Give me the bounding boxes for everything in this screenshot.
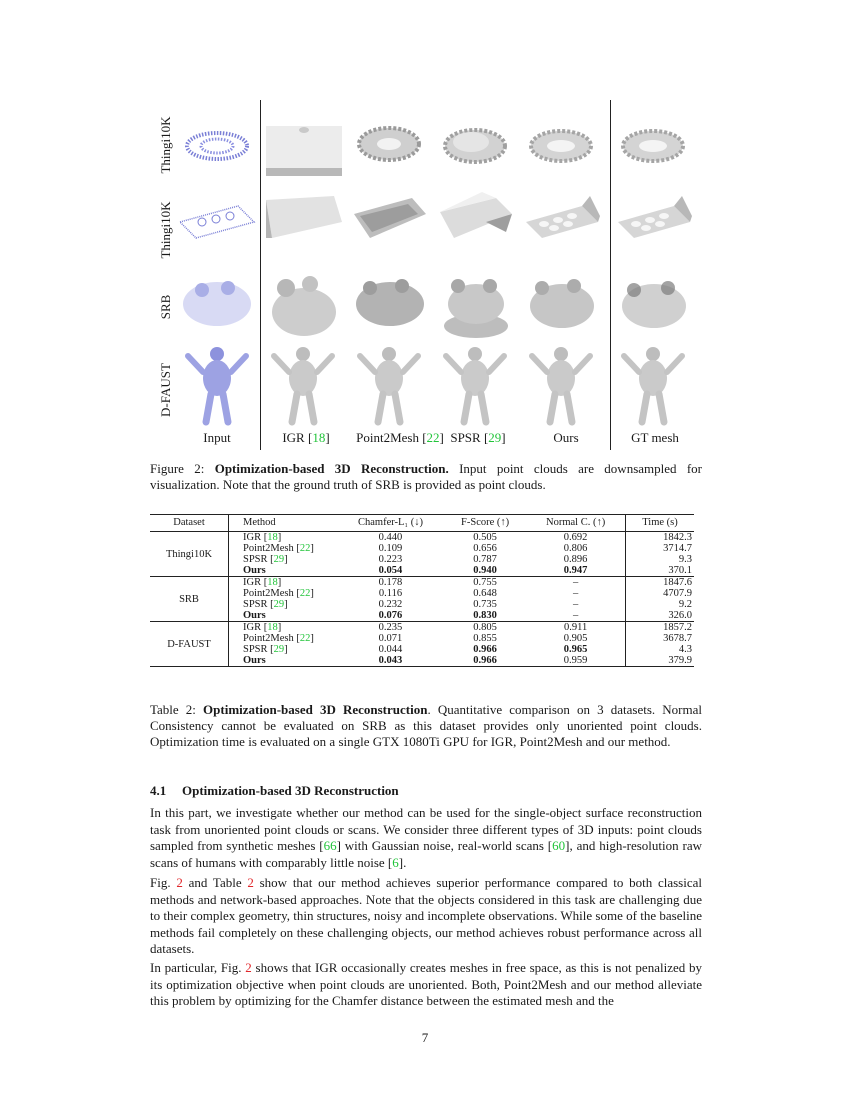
paragraph-3: In particular, Fig. 2 shows that IGR occasionally creates meshes in free space, as this is not penalized by its optimization objective when point clouds are unoriented. Both, Point2Mesh and our method alleviate this problem by optimizing for the Chamfer distance between the estimated mesh and the — [150, 960, 702, 1008]
cell-normal: 0.965 — [563, 644, 588, 655]
cell-time: 4707.9 — [626, 588, 695, 599]
table-row — [150, 577, 694, 589]
cell-time: 9.2 — [626, 599, 695, 610]
cell-fscore: 0.805 — [473, 622, 497, 633]
cell-time: 326.0 — [626, 610, 695, 622]
paragraph-2: Fig. 2 and Table 2 show that our method achieves superior performance compared to both classical methods and network-based approaches. Note that the objects considered in this task are challenging due to their complex geometry, thin structures, noisy and incomplete observations. While some of the baseline methods fail completely on these challenging objects, our method achieves robust performance across all datasets. — [150, 875, 702, 956]
table-row — [150, 599, 694, 610]
cell-fscore: 0.755 — [473, 577, 497, 588]
cell-time: 1847.6 — [626, 577, 695, 589]
cell-chamfer: 0.071 — [378, 633, 403, 644]
cell-time: 3714.7 — [626, 543, 695, 554]
cell-time: 1842.3 — [626, 532, 695, 544]
cell-chamfer: 0.223 — [378, 554, 403, 565]
col-label-point2mesh: Point2Mesh [22] — [356, 430, 444, 445]
render-tray-gt — [614, 192, 692, 278]
col-label-gt: GT mesh — [631, 430, 679, 445]
cell-dataset: SRB — [150, 577, 229, 622]
cell-normal: 0.806 — [563, 543, 588, 554]
cell-normal: 0.896 — [563, 554, 588, 565]
cell-method: Ours — [229, 655, 338, 667]
cell-chamfer: 0.109 — [378, 543, 403, 554]
col-label-input: Input — [203, 430, 231, 445]
cell-chamfer: 0.235 — [378, 622, 403, 633]
header-normal: Normal C. (↑) — [526, 515, 625, 532]
results-table — [150, 515, 694, 667]
row-label-thingi10k-2: Thingi10K — [158, 201, 173, 259]
table-row — [150, 554, 694, 565]
cell-chamfer: 0.043 — [337, 655, 444, 667]
cell-normal: 0.905 — [563, 633, 588, 644]
row-label-dfaust: D-FAUST — [158, 363, 173, 417]
cell-fscore: 0.940 — [444, 565, 526, 577]
cell-normal: – — [526, 610, 625, 622]
render-tray-point2mesh — [350, 192, 428, 278]
render-human-ours — [522, 342, 600, 428]
table-caption: Table 2: Optimization-based 3D Reconstruction. Quantitative comparison on 3 datasets. Normal Consistency cannot be evaluated on SRB as this dataset provides only unoriented point clouds. Optimization time is evaluated on a single GTX 1080Ti GPU for IGR, Point2Mesh and our method. — [150, 702, 702, 749]
table-row — [150, 622, 694, 634]
cell-fscore: 0.648 — [473, 588, 497, 599]
render-human-gt — [614, 342, 692, 428]
cell-fscore: 0.966 — [444, 655, 526, 667]
render-gear-point2mesh — [350, 108, 428, 194]
render-human-point2mesh — [350, 342, 428, 428]
cell-chamfer: 0.440 — [378, 532, 403, 543]
cell-time: 1857.2 — [626, 622, 695, 634]
cell-normal: 0.959 — [526, 655, 625, 667]
cell-fscore: 0.656 — [473, 543, 497, 554]
cell-normal: 0.692 — [563, 532, 588, 543]
cell-method: Point2Mesh [22] — [243, 588, 314, 599]
cell-chamfer: 0.076 — [337, 610, 444, 622]
cell-fscore: 0.787 — [473, 554, 497, 565]
table-row — [150, 532, 694, 544]
cell-method: IGR [18] — [243, 622, 282, 633]
cell-time: 370.1 — [626, 565, 695, 577]
header-fscore: F-Score (↑) — [444, 515, 526, 532]
render-human-igr — [264, 342, 342, 428]
header-dataset: Dataset — [150, 515, 229, 532]
table-row — [150, 610, 694, 622]
table-row — [150, 543, 694, 554]
cell-method: IGR [18] — [243, 577, 282, 588]
cell-dataset: Thingi10K — [150, 532, 229, 577]
header-time: Time (s) — [626, 515, 695, 532]
render-gear-ours — [522, 108, 600, 194]
cell-chamfer: 0.044 — [378, 644, 403, 655]
cell-method: SPSR [29] — [243, 554, 288, 565]
render-human-input — [178, 342, 256, 428]
render-tray-ours — [522, 192, 600, 278]
header-method: Method — [229, 515, 338, 532]
cell-dataset: D-FAUST — [150, 622, 229, 667]
col-label-spsr: SPSR [29] — [450, 430, 506, 445]
cell-chamfer: 0.054 — [337, 565, 444, 577]
render-gear-spsr — [436, 108, 514, 194]
render-tray-igr — [264, 192, 342, 278]
cell-method: SPSR [29] — [243, 599, 288, 610]
cell-method: Point2Mesh [22] — [243, 543, 314, 554]
row-label-srb: SRB — [158, 294, 173, 320]
cell-normal: – — [572, 577, 579, 588]
cell-fscore: 0.966 — [473, 644, 497, 655]
col-label-igr: IGR [18] — [282, 430, 330, 445]
cell-normal: 0.947 — [526, 565, 625, 577]
render-human-spsr — [436, 342, 514, 428]
header-chamfer: Chamfer-L₁ (↓) — [337, 515, 444, 532]
cell-method: IGR [18] — [243, 532, 282, 543]
paragraph-1: In this part, we investigate whether our method can be used for the single-object surface reconstruction task from unoriented point clouds or scans. We consider three different types of 3D inputs: point clouds sampled from synthetic meshes [66] with Gaussian noise, real-world scans [60], and high-resolution raw scans of humans with comparably little noise [6]. — [150, 805, 702, 870]
cell-fscore: 0.830 — [444, 610, 526, 622]
cell-fscore: 0.855 — [473, 633, 497, 644]
cell-method: Ours — [229, 565, 338, 577]
cell-method: Ours — [229, 610, 338, 622]
render-gear-gt — [614, 108, 692, 194]
render-gear-igr — [264, 108, 342, 194]
table-header-row — [150, 515, 694, 532]
figure-separator-left — [260, 100, 261, 450]
cell-time: 3678.7 — [626, 633, 695, 644]
cell-chamfer: 0.178 — [378, 577, 403, 588]
render-gear-input — [178, 108, 256, 194]
cell-method: Point2Mesh [22] — [243, 633, 314, 644]
table-row — [150, 655, 694, 667]
render-tray-spsr — [436, 192, 514, 278]
cell-time: 4.3 — [626, 644, 695, 655]
cell-chamfer: 0.232 — [378, 599, 403, 610]
figure-separator-right — [610, 100, 611, 450]
cell-normal: – — [572, 588, 579, 599]
render-tray-input — [178, 192, 256, 278]
section-heading: 4.1 Optimization-based 3D Reconstruction — [150, 783, 399, 798]
figure-caption: Figure 2: Optimization-based 3D Reconstruction. Input point clouds are downsampled for visualization. Note that the ground truth of SRB is provided as point clouds. — [150, 461, 702, 492]
table-row — [150, 633, 694, 644]
cell-normal: – — [572, 599, 579, 610]
table-row — [150, 644, 694, 655]
cell-time: 9.3 — [626, 554, 695, 565]
cell-fscore: 0.505 — [473, 532, 497, 543]
col-label-ours: Ours — [553, 430, 579, 445]
cell-normal: 0.911 — [563, 622, 588, 633]
cell-time: 379.9 — [626, 655, 695, 667]
row-label-thingi10k-1: Thingi10K — [158, 116, 173, 174]
table-row — [150, 565, 694, 577]
cell-fscore: 0.735 — [473, 599, 497, 610]
cell-chamfer: 0.116 — [378, 588, 403, 599]
page-number: 7 — [421, 1030, 429, 1045]
table-row — [150, 588, 694, 599]
cell-method: SPSR [29] — [243, 644, 288, 655]
